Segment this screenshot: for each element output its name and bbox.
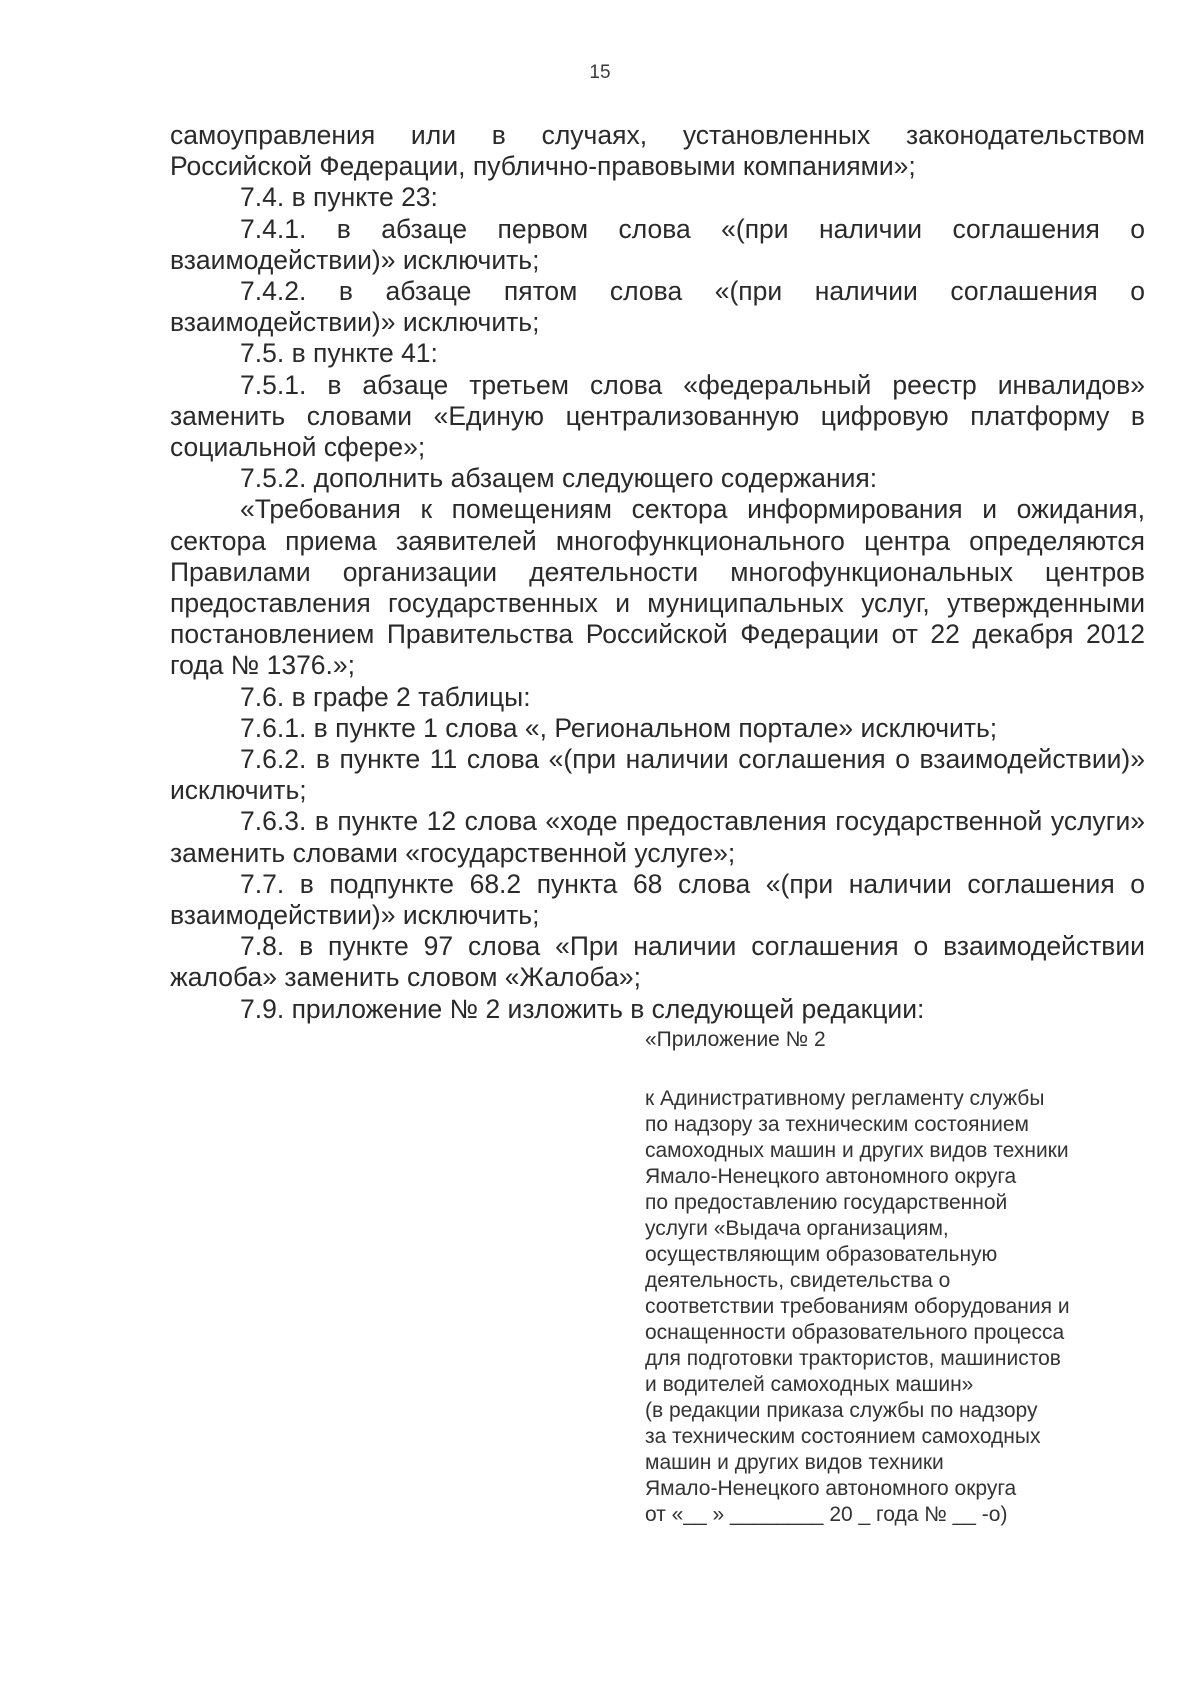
- paragraph-7-5: 7.5. в пункте 41:: [240, 338, 438, 369]
- appendix-line: по предоставлению государственной: [645, 1191, 1008, 1214]
- paragraph-7-4-1: 7.4.1. в абзаце первом слова «(при наличии соглашения о взаимодействии)» исключить;: [170, 213, 1145, 275]
- appendix-title: «Приложение № 2: [645, 1028, 826, 1051]
- appendix-line: оснащенности образовательного процесса: [645, 1321, 1065, 1344]
- appendix-subtitle: [645, 1086, 1145, 1528]
- appendix-line: по надзору за техническим состоянием: [645, 1113, 1029, 1136]
- appendix-line: к Адинистративному регламенту службы: [645, 1087, 1045, 1110]
- appendix-line: и водителей самоходных машин»: [645, 1373, 974, 1396]
- paragraph-7-7: 7.7. в подпункте 68.2 пункта 68 слова «(при наличии соглашения о взаимодействии)» исключить;: [170, 868, 1145, 931]
- paragraph-7-9: 7.9. приложение № 2 изложить в следующей редакции:: [240, 993, 925, 1024]
- paragraph-7-8: 7.8. в пункте 97 слова «При наличии соглашения о взаимодействии жалоба» заменить словом «Жалоба»;: [170, 931, 1145, 993]
- page-number: 15: [589, 62, 611, 83]
- appendix-line: самоходных машин и других видов техники: [645, 1139, 1069, 1162]
- appendix-line: за техническим состоянием самоходных: [645, 1425, 1041, 1448]
- paragraph-7-6-1: 7.6.1. в пункте 1 слова «, Региональном портале» исключить;: [240, 712, 998, 743]
- paragraph-7-4: 7.4. в пункте 23:: [240, 182, 438, 213]
- appendix-line: Ямало-Ненецкого автономного округа: [645, 1165, 1017, 1188]
- paragraph-7-4-2: 7.4.2. в абзаце пятом слова «(при наличии соглашения о взаимодействии)» исключить;: [170, 276, 1145, 338]
- appendix-line: Ямало-Ненецкого автономного округа: [645, 1477, 1017, 1500]
- appendix-line: (в редакции приказа службы по надзору: [645, 1399, 1038, 1422]
- appendix-line: деятельность, свидетельства о: [645, 1269, 951, 1292]
- paragraph-7-6-3: 7.6.3. в пункте 12 слова «ходе предоставления государственной услуги» заменить словами «государственной услуге»;: [170, 806, 1145, 868]
- paragraph-7-5-1: 7.5.1. в абзаце третьем слова «федеральный реестр инвалидов» заменить словами «Единую централизованную цифровую платформу в социальной сфере»;: [170, 369, 1145, 463]
- appendix-line: услуги «Выдача организациям,: [645, 1217, 949, 1240]
- appendix-line: соответствии требованиям оборудования и: [645, 1295, 1070, 1318]
- appendix-line: машин и других видов техники: [645, 1451, 944, 1474]
- paragraph-7-6: 7.6. в графе 2 таблицы:: [240, 681, 531, 712]
- paragraph-quoted-requirements: «Требования к помещениям сектора информирования и ожидания, сектора приема заявителей многофункционального центра определяются Правилами организации деятельности многофункциональных центров предоставления государственных и муниципальных услуг, утвержденными постановлением Правительства Российской Федерации от 22 декабря 2012 года № 1376.»;: [170, 494, 1145, 681]
- paragraph-continuation: самоуправления или в случаях, установленных законодательством Российской Федерации, публично-правовыми компаниями»;: [170, 120, 1145, 182]
- appendix-line: осуществляющим образовательную: [645, 1243, 998, 1266]
- appendix-line: для подготовки трактористов, машинистов: [645, 1347, 1061, 1370]
- appendix-line: от «__ » ________ 20 _ года № __ -о): [645, 1503, 1008, 1526]
- document-body: [170, 120, 1145, 1025]
- paragraph-7-6-2: 7.6.2. в пункте 11 слова «(при наличии соглашения о взаимодействии)» исключить;: [170, 744, 1145, 806]
- paragraph-7-5-2: 7.5.2. дополнить абзацем следующего содержания:: [240, 463, 878, 494]
